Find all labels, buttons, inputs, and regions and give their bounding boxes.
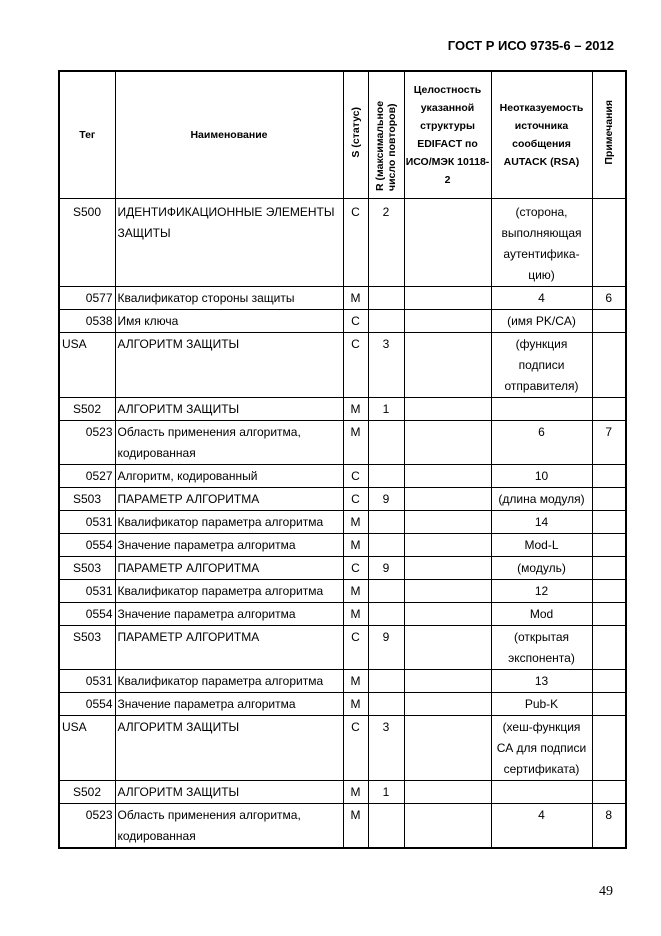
cell-integrity [404,421,491,465]
cell-s: М [343,511,368,534]
cell-integrity [404,534,491,557]
document-id-header: ГОСТ Р ИСО 9735-6 – 2012 [447,38,614,53]
table-row [59,421,626,465]
cell-s: М [343,603,368,626]
cell-notes: 8 [592,804,626,849]
cell-s: М [343,398,368,421]
header-repeats [368,71,404,199]
cell-integrity [404,603,491,626]
cell-tag: S500 [59,199,115,287]
cell-r: 2 [368,199,404,287]
header-notes [592,71,626,199]
cell-name: Алгоритм, кодированный [115,465,343,488]
cell-notes [592,534,626,557]
cell-notes [592,310,626,333]
cell-notes [592,603,626,626]
cell-name: Область применения алгоритма, кодированная [115,804,343,849]
cell-notes [592,716,626,781]
cell-integrity [404,781,491,804]
cell-authenticity: Pub-K [491,693,592,716]
cell-name: ПАРАМЕТР АЛГОРИТМА [115,557,343,580]
cell-name: АЛГОРИТМ ЗАЩИТЫ [115,333,343,398]
cell-notes [592,670,626,693]
cell-authenticity: 12 [491,580,592,603]
cell-name: ИДЕНТИФИКАЦИОННЫЕ ЭЛЕМЕНТЫ ЗАЩИТЫ [115,199,343,287]
cell-r [368,670,404,693]
table-row [59,465,626,488]
header-integrity: Целостность указанной структуры EDIFACT по ИСО/МЭК 10118-2 [404,71,491,199]
cell-authenticity: (открытая экспонента) [491,626,592,670]
cell-name: Квалификатор стороны защиты [115,287,343,310]
cell-s: М [343,534,368,557]
table-row [59,398,626,421]
table-row [59,557,626,580]
cell-notes [592,488,626,511]
table-row [59,693,626,716]
cell-s: С [343,333,368,398]
cell-integrity [404,693,491,716]
cell-integrity [404,670,491,693]
cell-r: 3 [368,333,404,398]
table-row [59,580,626,603]
cell-name: АЛГОРИТМ ЗАЩИТЫ [115,716,343,781]
header-name: Наименование [115,71,343,199]
header-status [343,71,368,199]
cell-tag: 0531 [59,580,115,603]
cell-notes [592,580,626,603]
cell-notes [592,557,626,580]
table-row [59,804,626,849]
cell-tag: 0527 [59,465,115,488]
cell-integrity [404,626,491,670]
table-row [59,287,626,310]
cell-r [368,287,404,310]
cell-tag: S502 [59,781,115,804]
cell-integrity [404,199,491,287]
cell-tag: S502 [59,398,115,421]
cell-integrity [404,465,491,488]
cell-s: М [343,693,368,716]
table-row [59,603,626,626]
cell-authenticity: 10 [491,465,592,488]
cell-integrity [404,333,491,398]
cell-tag: 0523 [59,421,115,465]
cell-name: Область применения алгоритма, кодированная [115,421,343,465]
cell-name: Значение параметра алгоритма [115,603,343,626]
cell-s: М [343,421,368,465]
cell-r [368,580,404,603]
cell-name: Квалификатор параметра алгоритма [115,580,343,603]
cell-tag: 0531 [59,511,115,534]
cell-notes [592,333,626,398]
page-number: 49 [599,884,613,899]
cell-r: 9 [368,488,404,511]
cell-r [368,534,404,557]
table-header-row [59,71,626,199]
cell-integrity [404,287,491,310]
message-structure-table [58,70,627,849]
cell-r [368,693,404,716]
cell-s: С [343,465,368,488]
cell-tag: S503 [59,488,115,511]
cell-notes [592,511,626,534]
cell-name: Значение параметра алгоритма [115,534,343,557]
cell-authenticity: (длина модуля) [491,488,592,511]
cell-tag: S503 [59,626,115,670]
cell-authenticity [491,781,592,804]
cell-name: АЛГОРИТМ ЗАЩИТЫ [115,398,343,421]
cell-s: С [343,488,368,511]
cell-authenticity: 4 [491,804,592,849]
cell-integrity [404,557,491,580]
cell-notes [592,626,626,670]
cell-authenticity: (имя PK/CA) [491,310,592,333]
cell-tag: 0538 [59,310,115,333]
cell-r: 9 [368,626,404,670]
cell-authenticity: (хеш-функция СА для подписи сертификата) [491,716,592,781]
table-row [59,626,626,670]
cell-tag: USA [59,333,115,398]
cell-authenticity: (функция подписи отправителя) [491,333,592,398]
cell-s: С [343,557,368,580]
cell-notes [592,465,626,488]
cell-integrity [404,580,491,603]
cell-r [368,511,404,534]
cell-authenticity: (модуль) [491,557,592,580]
cell-r [368,465,404,488]
table-row [59,310,626,333]
cell-authenticity: Mod-L [491,534,592,557]
cell-name: АЛГОРИТМ ЗАЩИТЫ [115,781,343,804]
cell-integrity [404,716,491,781]
table-row [59,511,626,534]
cell-authenticity: 6 [491,421,592,465]
cell-name: Значение параметра алгоритма [115,693,343,716]
cell-s: М [343,580,368,603]
cell-s: М [343,804,368,849]
cell-s: С [343,310,368,333]
table-row [59,488,626,511]
cell-name: Квалификатор параметра алгоритма [115,670,343,693]
header-repeats-label: R (максимальное число повторов) [374,100,398,191]
cell-authenticity: 4 [491,287,592,310]
cell-notes: 6 [592,287,626,310]
cell-r [368,310,404,333]
cell-name: Имя ключа [115,310,343,333]
table-row [59,333,626,398]
cell-tag: 0577 [59,287,115,310]
cell-r: 1 [368,781,404,804]
table-row [59,199,626,287]
cell-notes [592,199,626,287]
cell-integrity [404,511,491,534]
cell-tag: 0554 [59,693,115,716]
cell-tag: USA [59,716,115,781]
cell-s: М [343,781,368,804]
header-notes-label: Примечания [602,99,615,165]
cell-integrity [404,488,491,511]
table-row [59,534,626,557]
cell-authenticity: 13 [491,670,592,693]
cell-name: ПАРАМЕТР АЛГОРИТМА [115,488,343,511]
cell-r [368,421,404,465]
cell-notes [592,398,626,421]
cell-notes: 7 [592,421,626,465]
header-tag: Тег [59,71,115,199]
cell-r [368,804,404,849]
header-authenticity: Неотказуемость источника сообщения AUTACK (RSA) [491,71,592,199]
cell-r: 3 [368,716,404,781]
table-row [59,716,626,781]
cell-tag: 0531 [59,670,115,693]
cell-integrity [404,310,491,333]
cell-name: Квалификатор параметра алгоритма [115,511,343,534]
table-row [59,781,626,804]
cell-name: ПАРАМЕТР АЛГОРИТМА [115,626,343,670]
cell-r: 9 [368,557,404,580]
cell-authenticity: 14 [491,511,592,534]
cell-s: С [343,199,368,287]
header-status-label: S (статус) [349,106,362,158]
cell-notes [592,781,626,804]
cell-integrity [404,398,491,421]
cell-s: М [343,287,368,310]
cell-s: М [343,670,368,693]
table-row [59,670,626,693]
cell-tag: 0554 [59,603,115,626]
cell-authenticity [491,398,592,421]
cell-r: 1 [368,398,404,421]
cell-notes [592,693,626,716]
cell-authenticity: Mod [491,603,592,626]
cell-s: С [343,716,368,781]
cell-tag: 0554 [59,534,115,557]
cell-tag: 0523 [59,804,115,849]
cell-s: С [343,626,368,670]
cell-r [368,603,404,626]
cell-authenticity: (сторона, выполняющая аутентифика-цию) [491,199,592,287]
cell-tag: S503 [59,557,115,580]
cell-integrity [404,804,491,849]
